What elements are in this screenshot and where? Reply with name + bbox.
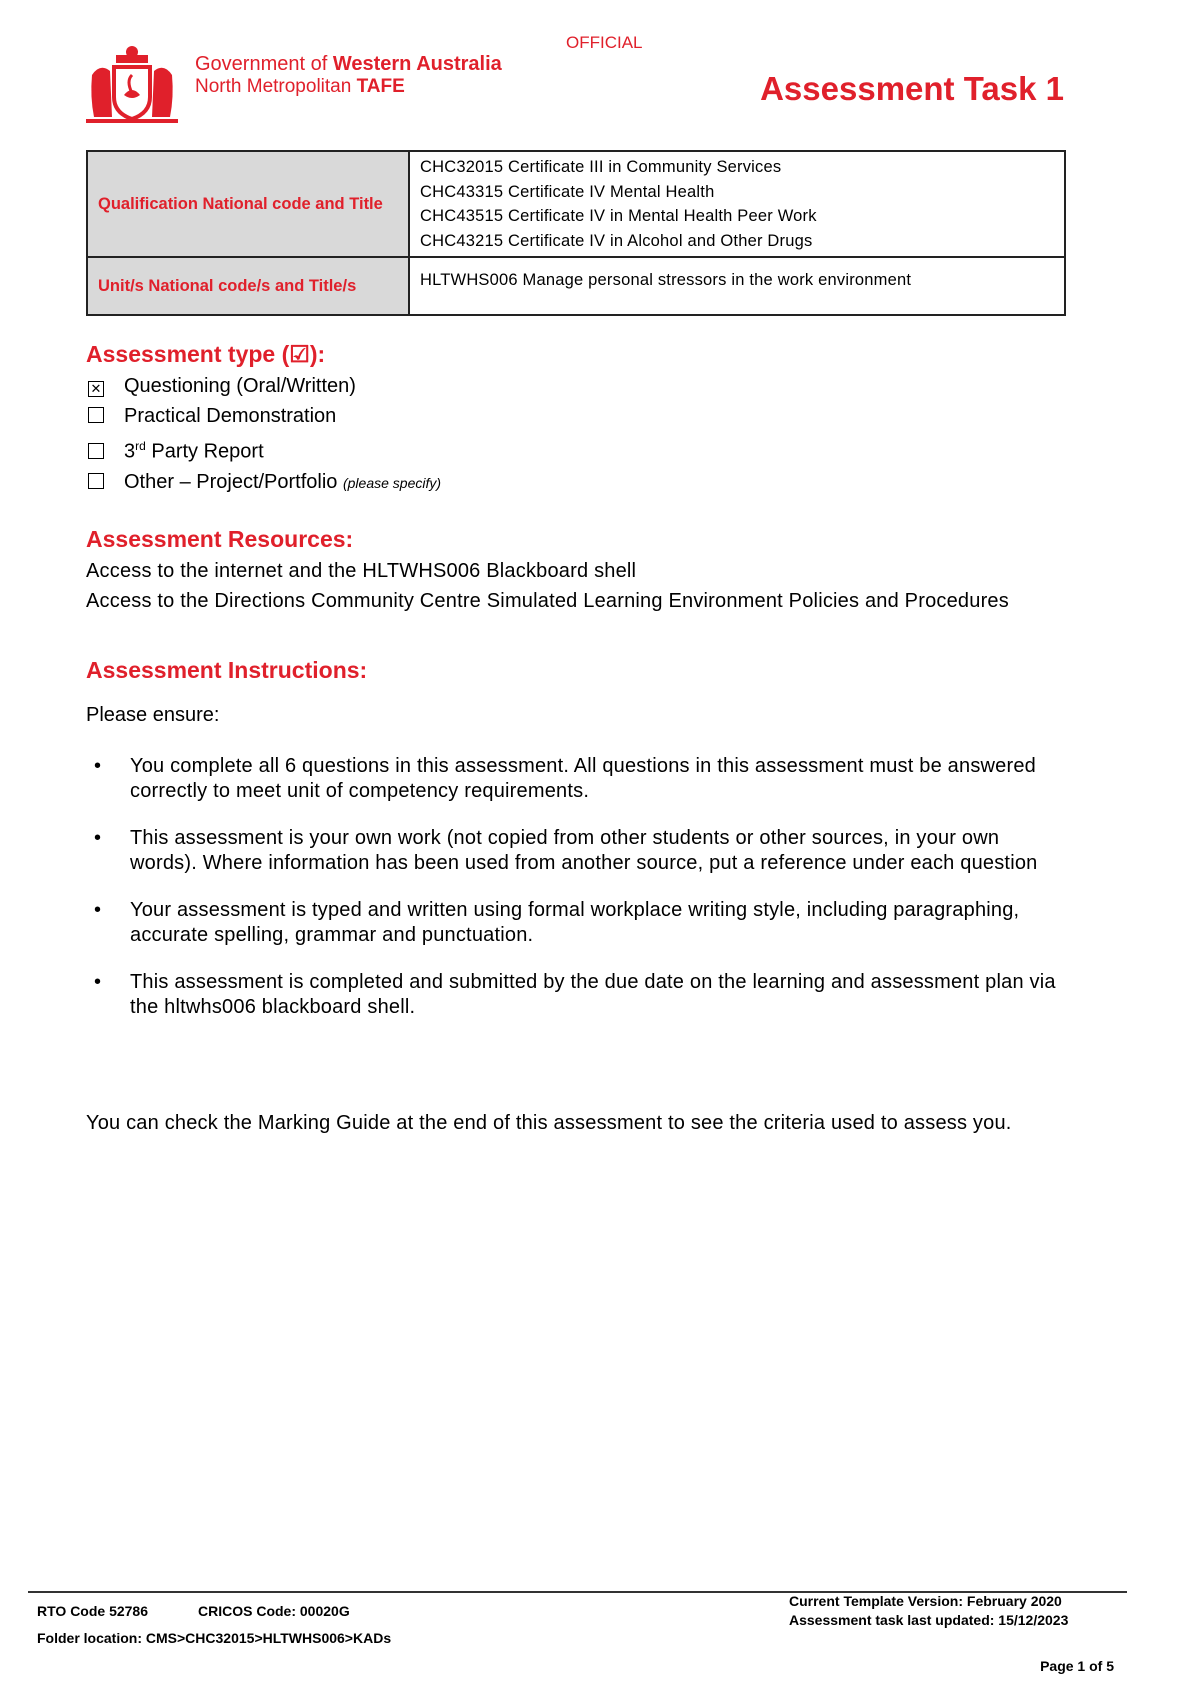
list-item xyxy=(86,826,1071,876)
option-practical xyxy=(88,401,441,431)
option-label: Questioning (Oral/Written) xyxy=(124,375,356,397)
checkbox-icon[interactable] xyxy=(88,443,104,459)
rto-code: RTO Code 52786 xyxy=(37,1603,149,1619)
instructions-closing: You can check the Marking Guide at the end of this assessment to see the criteria used to assess you. xyxy=(86,1112,1012,1134)
bullet-text: This assessment is completed and submitted by the due date on the learning and assessment plan via the hltwhs006 blackboard shell. xyxy=(130,971,1056,1018)
bullet-text: Your assessment is typed and written using formal workplace writing style, including paragraphing, accurate spelling, grammar and punctuation. xyxy=(130,899,1020,946)
option-note: (please specify) xyxy=(342,474,442,491)
option-questioning xyxy=(88,371,441,401)
table-row xyxy=(87,257,1065,315)
option-label: Party Report xyxy=(145,440,264,463)
list-item xyxy=(86,898,1071,948)
org-prefix: Government of xyxy=(195,53,333,75)
resources-text xyxy=(86,556,1016,616)
bullet-text: This assessment is your own work (not copied from other students or other sources, in your own words). Where information has been used from another source, put a reference under each question xyxy=(130,827,1038,874)
classification-label: OFFICIAL xyxy=(566,33,643,52)
page-title: Assessment Task 1 xyxy=(760,70,1064,107)
qualification-item: CHC32015 Certificate III in Community Services xyxy=(420,158,782,176)
ordinal-suffix: rd xyxy=(135,439,146,453)
qualification-item: CHC43515 Certificate IV in Mental Health Peer Work xyxy=(420,207,817,225)
table-row xyxy=(87,151,1065,257)
option-other xyxy=(88,467,441,498)
bullet-icon: • xyxy=(94,755,102,777)
qualification-item: CHC43315 Certificate IV Mental Health xyxy=(420,182,715,201)
org-prefix: North Metropolitan xyxy=(195,76,357,97)
table-value: HLTWHS006 Manage personal stressors in the work environment xyxy=(409,257,1065,315)
org-state: Western Australia xyxy=(332,53,502,75)
org-name-line1 xyxy=(195,53,502,76)
assessment-type-heading: Assessment type (☑): xyxy=(86,341,326,367)
instructions-list xyxy=(86,754,1071,1042)
instructions-heading: Assessment Instructions: xyxy=(86,657,368,683)
option-label: Other – Project/Portfolio xyxy=(124,470,343,493)
folder-location: Folder location: CMS>CHC32015>HLTWHS006>KADs xyxy=(37,1630,392,1646)
list-item xyxy=(86,754,1071,804)
table-label: Unit/s National code/s and Title/s xyxy=(87,257,409,315)
option-label: Practical Demonstration xyxy=(124,405,337,427)
resource-line: Access to the Directions Community Centre Simulated Learning Environment Policies and Procedures xyxy=(86,590,1009,612)
qualification-item: CHC43215 Certificate IV in Alcohol and Other Drugs xyxy=(420,231,813,250)
table-value xyxy=(409,151,1065,257)
last-updated: Assessment task last updated: 15/12/2023 xyxy=(789,1612,1069,1628)
info-table xyxy=(86,150,1066,316)
resources-heading: Assessment Resources: xyxy=(86,526,354,552)
bullet-icon: • xyxy=(94,971,102,993)
option-label: 3 xyxy=(124,440,136,463)
bullet-icon: • xyxy=(94,827,102,849)
bullet-icon: • xyxy=(94,899,102,921)
instructions-intro: Please ensure: xyxy=(86,704,220,726)
wa-government-crest-logo xyxy=(86,45,178,125)
org-tafe: TAFE xyxy=(356,76,405,97)
cricos-code: CRICOS Code: 00020G xyxy=(198,1603,350,1619)
checkbox-icon[interactable] xyxy=(88,407,104,423)
checkbox-checked-icon[interactable]: ✕ xyxy=(88,381,104,397)
org-name-line2 xyxy=(195,76,405,98)
option-third-party xyxy=(88,431,441,467)
assessment-type-list xyxy=(88,371,441,498)
checkbox-icon[interactable] xyxy=(88,473,104,489)
template-version: Current Template Version: February 2020 xyxy=(789,1593,1062,1609)
resource-line: Access to the internet and the HLTWHS006 Blackboard shell xyxy=(86,560,637,582)
table-label: Qualification National code and Title xyxy=(87,151,409,257)
list-item xyxy=(86,970,1071,1020)
bullet-text: You complete all 6 questions in this assessment. All questions in this assessment must be answered correctly to meet unit of competency requirements. xyxy=(130,755,1036,802)
page-number: Page 1 of 5 xyxy=(1040,1658,1114,1674)
